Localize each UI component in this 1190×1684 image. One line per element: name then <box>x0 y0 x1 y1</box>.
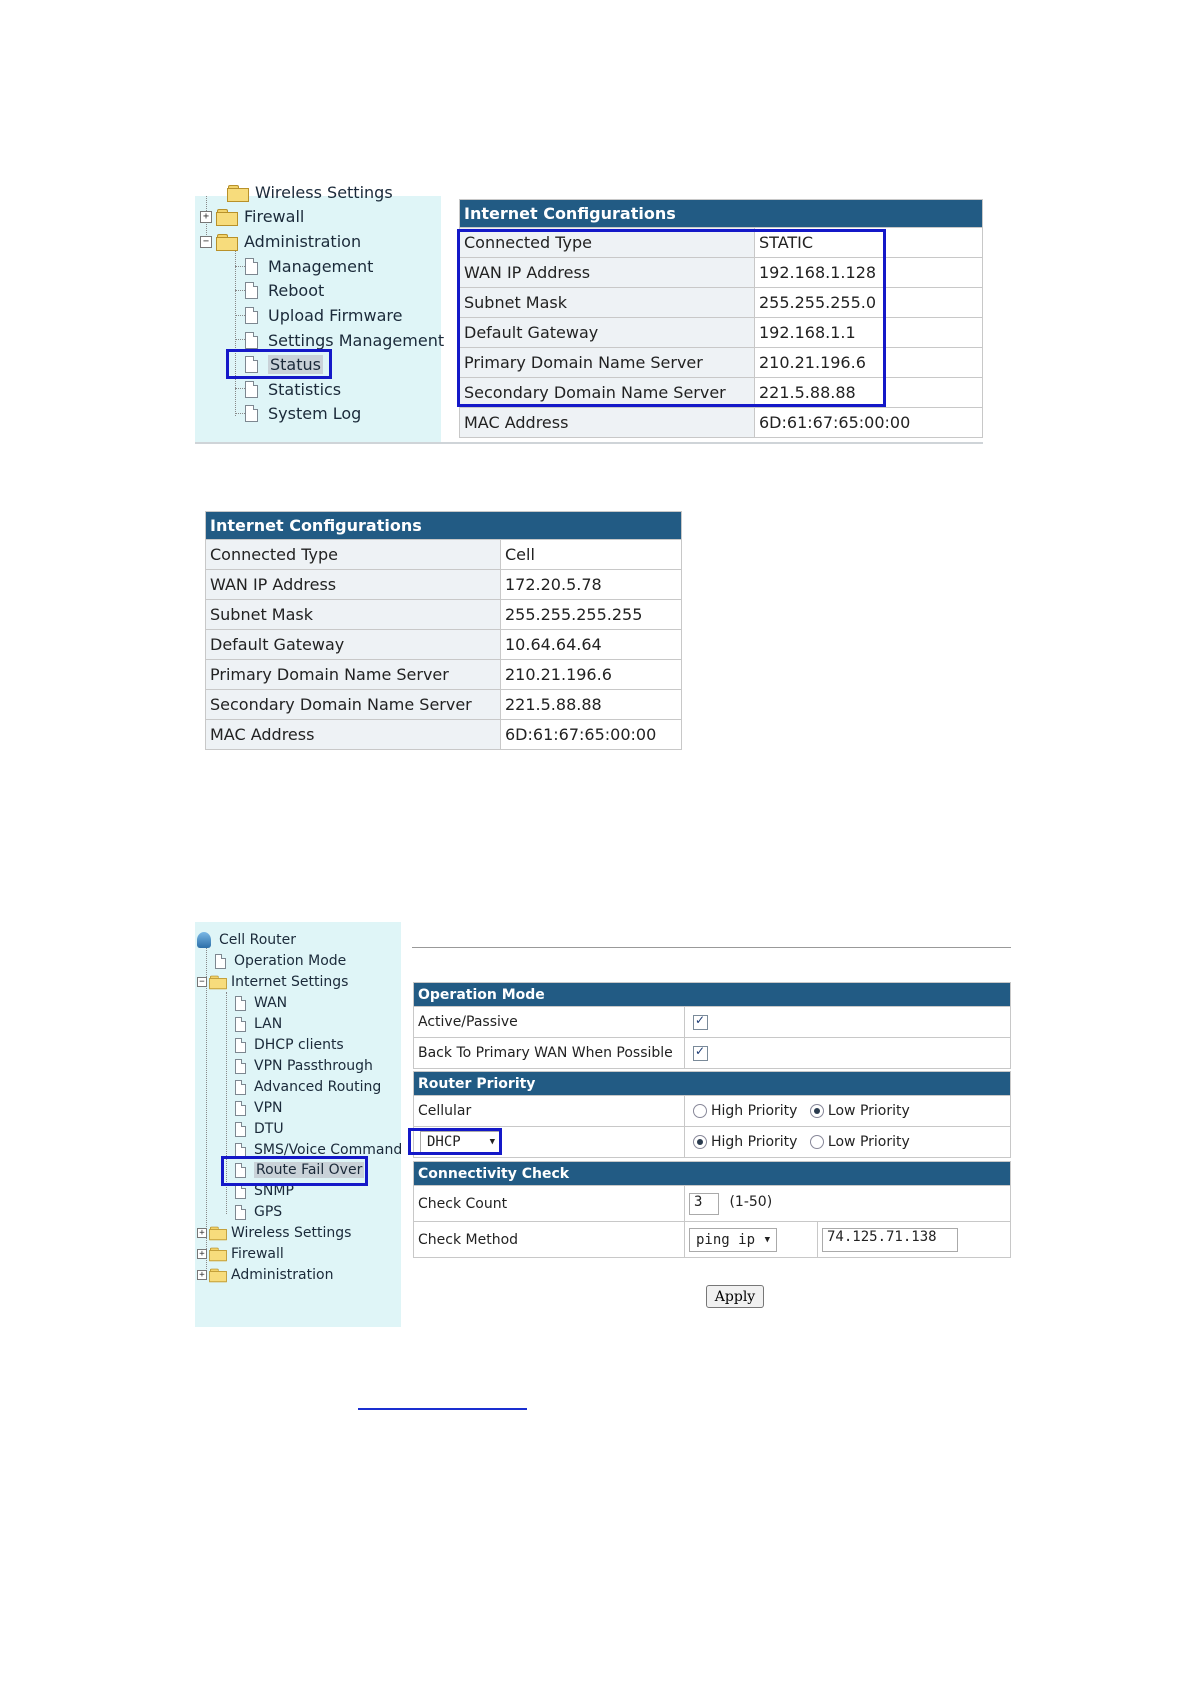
active-passive-checkbox[interactable] <box>693 1015 708 1030</box>
tree-item-label: WAN <box>254 995 288 1011</box>
page-icon <box>235 1205 246 1220</box>
section-title: Router Priority <box>414 1072 1011 1096</box>
row-value: 221.5.88.88 <box>501 690 682 720</box>
row-label: Connected Type <box>206 540 501 570</box>
check-count-input[interactable]: 3 <box>689 1193 719 1215</box>
config-highlight-box <box>457 229 886 407</box>
tree-item-label: Upload Firmware <box>268 306 403 325</box>
tree-item-dtu[interactable] <box>235 1121 284 1137</box>
row-label: WAN IP Address <box>460 258 755 288</box>
screen3-nav-tree <box>195 922 401 1327</box>
operation-mode-table <box>413 982 1011 1069</box>
table-row <box>206 720 682 750</box>
table-title: Internet Configurations <box>206 512 682 540</box>
row-value: 255.255.255.0 <box>755 288 983 318</box>
tree-item-label: Operation Mode <box>234 953 347 969</box>
tree-item-gps[interactable] <box>235 1204 282 1220</box>
expand-icon[interactable]: + <box>197 1249 207 1259</box>
back-to-primary-checkbox[interactable] <box>693 1046 708 1061</box>
tree-item-system-log[interactable] <box>245 404 361 423</box>
router-icon <box>197 932 211 948</box>
row-label: Primary Domain Name Server <box>460 348 755 378</box>
tree-item-dhcp-clients[interactable] <box>235 1037 344 1053</box>
page-icon <box>245 405 258 422</box>
tree-item-label: Management <box>268 257 374 276</box>
tree-item-management[interactable] <box>245 257 373 276</box>
row-label: Check Method <box>414 1222 685 1258</box>
folder-icon <box>216 209 238 225</box>
table-row <box>414 1222 1011 1258</box>
table-row <box>414 1007 1011 1038</box>
tree-item-label: Reboot <box>268 281 325 300</box>
table-row <box>206 570 682 600</box>
tree-item-label: DHCP clients <box>254 1037 344 1053</box>
tree-item-label: LAN <box>254 1016 283 1032</box>
table-row <box>206 660 682 690</box>
cellular-low-priority-radio[interactable] <box>810 1104 824 1118</box>
dropdown-arrow-icon: ▼ <box>489 1137 495 1147</box>
page-icon <box>245 381 258 398</box>
router-priority-table <box>413 1071 1011 1158</box>
tree-item-label: Settings Management <box>268 331 445 350</box>
tree-item-label: SNMP <box>254 1183 294 1199</box>
folder-open-icon <box>209 976 227 989</box>
folder-open-icon <box>216 234 238 250</box>
cellular-high-priority-radio[interactable] <box>693 1104 707 1118</box>
tree-item-advanced-routing[interactable] <box>235 1079 381 1095</box>
tree-item-label: Statistics <box>268 380 342 399</box>
tree-item-administration[interactable] <box>200 232 361 251</box>
page-icon <box>235 1101 246 1116</box>
tree-item-internet-settings[interactable] <box>197 974 348 990</box>
collapse-icon[interactable]: − <box>197 977 207 987</box>
row-value: 192.168.1.128 <box>755 258 983 288</box>
select-value: DHCP <box>427 1134 461 1150</box>
row-label: Subnet Mask <box>206 600 501 630</box>
tree-item-label: DTU <box>254 1121 284 1137</box>
tree-item-cell-router[interactable] <box>197 932 296 948</box>
tree-item-label: Administration <box>244 232 362 251</box>
row-label: Check Count <box>414 1186 685 1222</box>
row-label: Active/Passive <box>414 1007 685 1038</box>
row-value: 6D:61:67:65:00:00 <box>501 720 682 750</box>
tree-item-operation-mode[interactable] <box>215 953 346 969</box>
row-value: 6D:61:67:65:00:00 <box>755 408 983 438</box>
page-icon <box>245 282 258 299</box>
select-value: ping ip <box>696 1231 756 1248</box>
row-value: 192.168.1.1 <box>755 318 983 348</box>
table-row <box>414 1186 1011 1222</box>
folder-icon <box>209 1227 227 1240</box>
top-rule <box>412 947 1011 948</box>
tree-item-label: Cell Router <box>219 932 297 948</box>
page-icon <box>245 307 258 324</box>
screen1-nav-tree <box>195 183 445 442</box>
divider <box>195 442 983 444</box>
table-row <box>206 540 682 570</box>
folder-icon <box>209 1269 227 1282</box>
dropdown-arrow-icon: ▼ <box>764 1234 770 1245</box>
tree-item-label: Status <box>270 355 321 374</box>
tree-item-lan[interactable] <box>235 1016 282 1032</box>
tree-item-upload-firmware[interactable] <box>245 306 402 325</box>
page-icon <box>235 1017 246 1032</box>
row-value: 10.64.64.64 <box>501 630 682 660</box>
page-icon <box>235 996 246 1011</box>
table-row <box>206 600 682 630</box>
tree-item-label: VPN <box>254 1100 283 1116</box>
tree-item-label: Wireless Settings <box>231 1225 352 1241</box>
radio-label: Low Priority <box>827 1134 910 1150</box>
tree-item-label: System Log <box>268 404 362 423</box>
expand-icon[interactable]: + <box>197 1228 207 1238</box>
tree-item-label: GPS <box>254 1204 283 1220</box>
row-label: Primary Domain Name Server <box>206 660 501 690</box>
tree-item-reboot[interactable] <box>245 281 324 300</box>
check-ip-input[interactable]: 74.125.71.138 <box>822 1228 958 1252</box>
tree-item-label: Advanced Routing <box>254 1079 382 1095</box>
route-fail-over-highlight-box <box>221 1156 368 1186</box>
tree-item-statistics[interactable] <box>245 380 341 399</box>
row-label: Secondary Domain Name Server <box>206 690 501 720</box>
tree-item-label: VPN Passthrough <box>254 1058 373 1074</box>
row-value: 221.5.88.88 <box>755 378 983 408</box>
collapse-icon[interactable]: − <box>200 236 212 248</box>
row-label: MAC Address <box>460 408 755 438</box>
expand-icon[interactable]: + <box>200 211 212 223</box>
page-icon <box>215 954 226 969</box>
link-underline <box>358 1408 527 1410</box>
tree-item-wan[interactable] <box>235 995 287 1011</box>
table-row <box>460 408 983 438</box>
tree-item-settings-management[interactable] <box>245 331 444 350</box>
row-label: MAC Address <box>206 720 501 750</box>
page-icon <box>235 1059 246 1074</box>
section-title: Connectivity Check <box>414 1162 1011 1186</box>
tree-item-administration[interactable] <box>197 1267 333 1283</box>
apply-button[interactable]: Apply <box>706 1285 764 1308</box>
page-icon <box>235 1122 246 1137</box>
row-label: Default Gateway <box>206 630 501 660</box>
row-label: Cellular <box>414 1096 685 1127</box>
radio-label: High Priority <box>711 1103 798 1119</box>
tree-item-label: SMS/Voice Command <box>254 1142 403 1158</box>
tree-item-wireless-settings[interactable] <box>197 1225 351 1241</box>
wan-low-priority-radio[interactable] <box>810 1135 824 1149</box>
check-count-range: (1-50) <box>729 1193 773 1210</box>
page-icon <box>235 1080 246 1095</box>
row-value: 210.21.196.6 <box>755 348 983 378</box>
tree-item-firewall[interactable] <box>200 207 304 226</box>
row-value: 255.255.255.255 <box>501 600 682 630</box>
dhcp-select-highlight-box <box>408 1128 502 1155</box>
tree-item-vpn-passthrough[interactable] <box>235 1058 373 1074</box>
row-label: Secondary Domain Name Server <box>460 378 755 408</box>
tree-item-label: Administration <box>231 1267 334 1283</box>
table-title: Internet Configurations <box>460 200 983 228</box>
row-label: WAN IP Address <box>206 570 501 600</box>
connectivity-check-table <box>413 1161 1011 1258</box>
tree-item-label: Firewall <box>244 207 305 226</box>
page-icon <box>245 332 258 349</box>
folder-icon <box>209 1248 227 1261</box>
page-icon <box>245 258 258 275</box>
row-label: Subnet Mask <box>460 288 755 318</box>
table-row <box>414 1096 1011 1127</box>
page-icon <box>235 1038 246 1053</box>
folder-icon <box>227 185 249 201</box>
tree-item-firewall[interactable] <box>197 1246 284 1262</box>
section-title: Operation Mode <box>414 983 1011 1007</box>
table-row <box>414 1127 1011 1158</box>
tree-item-vpn[interactable] <box>235 1100 283 1116</box>
row-value: Cell <box>501 540 682 570</box>
radio-label: Low Priority <box>827 1103 910 1119</box>
screen2-internet-config-table <box>205 511 682 750</box>
check-method-select[interactable] <box>689 1228 777 1252</box>
row-value: 210.21.196.6 <box>501 660 682 690</box>
status-highlight-box <box>226 349 332 379</box>
row-value: 172.20.5.78 <box>501 570 682 600</box>
radio-label: High Priority <box>711 1134 798 1150</box>
tree-item-label: Internet Settings <box>231 974 349 990</box>
table-row <box>206 630 682 660</box>
row-value: STATIC <box>755 228 983 258</box>
row-label: Default Gateway <box>460 318 755 348</box>
expand-icon[interactable]: + <box>197 1270 207 1280</box>
tree-item-label: Firewall <box>231 1246 284 1262</box>
tree-item-wireless-settings[interactable] <box>223 183 393 202</box>
table-row <box>414 1038 1011 1069</box>
row-label: Back To Primary WAN When Possible <box>414 1038 685 1069</box>
wan-high-priority-radio[interactable] <box>693 1135 707 1149</box>
tree-item-label: Wireless Settings <box>255 183 393 202</box>
tree-item-label: Route Fail Over <box>256 1162 363 1178</box>
row-label: Connected Type <box>460 228 755 258</box>
table-row <box>206 690 682 720</box>
